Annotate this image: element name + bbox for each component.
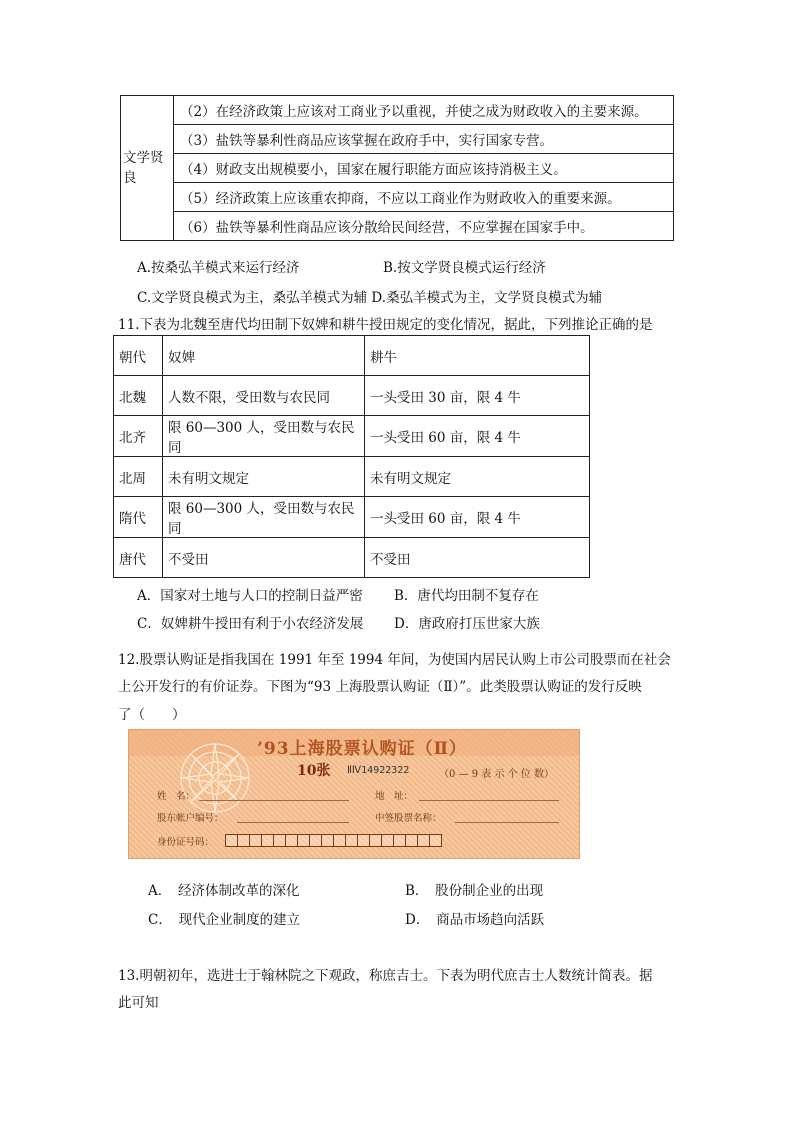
- account-line: [237, 822, 349, 823]
- certificate-title: ’93上海股票认购证（Ⅱ）: [257, 739, 467, 759]
- q13-line-2: 此可知: [118, 995, 159, 1011]
- name-label: 姓 名：: [157, 791, 196, 802]
- winning-stock-label: 中签股票名称：: [375, 813, 442, 824]
- q11-option-c: C．奴婢耕牛授田有利于小农经济发展: [137, 616, 364, 632]
- group-label-text: 文学贤良: [123, 150, 164, 186]
- table-row: 唐代 不受田 不受田: [114, 538, 590, 578]
- q11-option-b: B．唐代均田制不复存在: [394, 588, 539, 604]
- certificate-quantity: 10张: [297, 763, 331, 779]
- q11-option-d: D．唐政府打压世家大族: [394, 616, 540, 632]
- account-label: 股东帐户编号：: [157, 813, 224, 824]
- table-row: （5）经济政策上应该重农抑商，不应以工商业作为财政收入的重要来源。: [174, 183, 674, 212]
- address-label: 地 址：: [375, 791, 414, 802]
- address-line: [419, 800, 559, 801]
- q13-line-1: 13.明朝初年，选进士于翰林院之下观政，称庶吉士。下表为明代庶吉士人数统计简表。据: [118, 968, 653, 984]
- q10-option-b: B.按文学贤良模式运行经济: [383, 260, 546, 276]
- table-row: 北魏 人数不限，受田数与农民同 一头受田 30 亩，限 4 牛: [114, 376, 590, 416]
- header-slaves: 奴婢: [163, 336, 365, 376]
- stock-certificate-image: [128, 729, 580, 859]
- q11-option-a: A．国家对土地与人口的控制日益严密: [137, 588, 363, 604]
- q12-option-a: A． 经济体制改革的深化: [148, 883, 300, 899]
- q10-option-a: A.按桑弘羊模式来运行经济: [137, 260, 300, 276]
- q12-option-d: D． 商品市场趋向活跃: [405, 912, 545, 928]
- header-dynasty: 朝代: [114, 336, 163, 376]
- q12-option-b: B． 股份制企业的出现: [405, 883, 544, 899]
- equal-field-table: [113, 335, 590, 578]
- table-row: 北周 未有明文规定 未有明文规定: [114, 457, 590, 497]
- header-oxen: 耕牛: [365, 336, 590, 376]
- table-row: 隋代 限 60—300 人，受田数与农民同 一头受田 60 亩，限 4 牛: [114, 497, 590, 538]
- q12-option-c: C． 现代企业制度的建立: [148, 912, 301, 928]
- certificate-serial: ⅡⅣ14922322: [347, 765, 410, 776]
- table-row: （4）财政支出规模要小，国家在履行职能方面应该持消极主义。: [174, 154, 674, 183]
- q12-line-3: 了（ ）: [118, 707, 186, 723]
- q11-stem: 11.下表为北魏至唐代均田制下奴婢和耕牛授田规定的变化情况，据此，下列推论正确的是: [118, 317, 653, 333]
- winning-stock-line: [455, 822, 559, 823]
- policy-table: [120, 95, 674, 241]
- q12-line-1: 12.股票认购证是指我国在 1991 年至 1994 年间，为使国内居民认购上市公司股票而在社会: [118, 652, 671, 668]
- table-header-row: [114, 336, 590, 376]
- certificate-digits-note: （0 — 9 表 示 个 位 数）: [439, 769, 554, 780]
- q12-line-2: 上公开发行的有价证券。下图为“93 上海股票认购证（Ⅱ）”。此类股票认购证的发行反映: [118, 679, 642, 695]
- id-number-boxes: [225, 834, 441, 847]
- rosette-seal-icon: [175, 738, 255, 818]
- table-row: （2）在经济政策上应该对工商业予以重视，并使之成为财政收入的主要来源。: [174, 96, 674, 125]
- group-label: [121, 96, 174, 241]
- q10-option-cd: C.文学贤良模式为主，桑弘羊模式为辅 D.桑弘羊模式为主，文学贤良模式为辅: [137, 290, 603, 306]
- id-number-label: 身份证号码：: [157, 837, 215, 848]
- table-row: 北齐 限 60—300 人，受田数与农民同 一头受田 60 亩，限 4 牛: [114, 416, 590, 457]
- table-row: （3）盐铁等暴利性商品应该掌握在政府手中，实行国家专营。: [174, 125, 674, 154]
- name-line: [199, 800, 349, 801]
- table-row: （6）盐铁等暴利性商品应该分散给民间经营，不应掌握在国家手中。: [174, 212, 674, 241]
